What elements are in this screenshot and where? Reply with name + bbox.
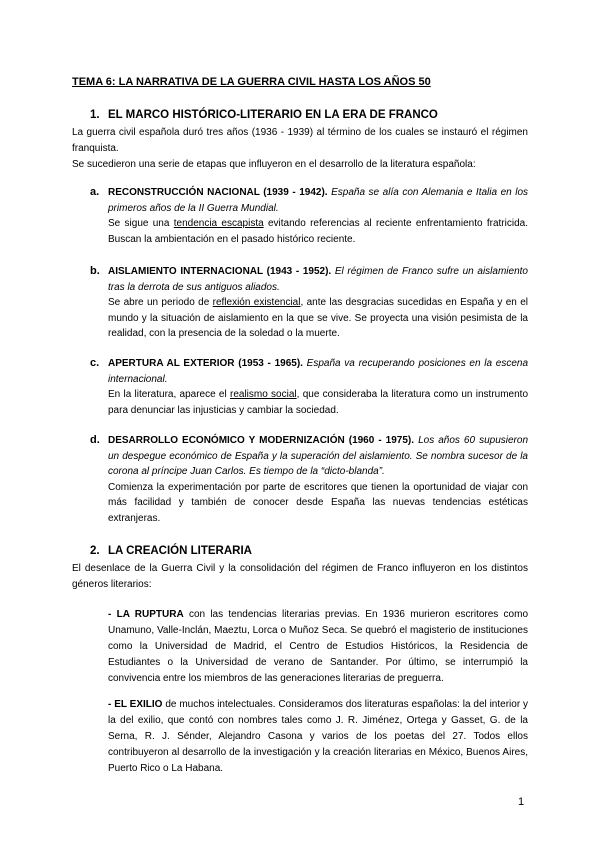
stage-d-context: Los años 60 supusieron un despegue económico de España y la superación del aislamiento. Se nombra sucesor de la corona al príncipe Juan Carlos. Es tiempo de la “dicto-blanda”. [108,435,529,478]
stage-a-heading: RECONSTRUCCIÓN NACIONAL (1939 - 1942). [108,187,328,198]
stage-d-heading: DESARROLLO ECONÓMICO Y MODERNIZACIÓN (1960 - 1975). [108,435,415,446]
stage-d-letter: d. [90,434,100,446]
page-number: 1 [518,796,525,808]
section-1-number: 1. [90,109,100,121]
point-exilio-dash: - [108,699,112,710]
point-ruptura-dash: - [108,609,112,620]
point-ruptura [108,607,528,687]
stage-b-letter: b. [90,265,100,277]
stage-b [90,264,528,342]
section-2-heading [90,545,252,557]
stage-b-post: , ante las desgracias sucedidas en España y en el mundo y la situación de aislamiento en la que se vive. Se proyecta una visión pesimista de la realidad, con la presencia de la soledad o la muerte. [108,297,528,340]
stage-d-pre: Comienza la experimentación por parte de escritores que tienen la oportunidad de viajar con más facilidad y también de conocer desde España las nuevas tendencias estéticas extranjeras. [108,481,528,524]
stage-a [90,185,528,247]
stage-b-term: reflexión existencial [212,297,301,309]
document-title: TEMA 6: LA NARRATIVA DE LA GUERRA CIVIL HASTA LOS AÑOS 50 [72,76,431,88]
point-exilio-label: EL EXILIO [114,699,163,710]
stage-a-letter: a. [90,186,100,198]
stage-c-post: , que consideraba la literatura como un instrumento para denunciar las injusticias y cambiar la sociedad. [108,389,529,416]
stage-b-context: El régimen de Franco sufre un aislamiento tras la derrota de sus antiguos aliados. [108,266,528,293]
stage-c [90,356,528,418]
stage-a-post: evitando referencias al reciente enfrentamiento fratricida. Buscan la ambientación en el pasado histórico reciente. [108,218,528,245]
point-exilio-text: de muchos intelectuales. Consideramos dos literaturas españolas: la del interior y la del exilio, que contó con nombres tales como J. R. Jiménez, Ortega y Gasset, G. de la Serna, R. J. Sénder, Alejandro Casona y varios de los poetas del 27. Todos ellos contribuyeron al desarrollo de la investigación y la creación literarias en México, Buenos Aires, Puerto Rico o La Habana. [108,699,529,774]
stage-b-pre: Se abre un periodo de [108,297,210,309]
stage-c-heading: APERTURA AL EXTERIOR (1953 - 1965). [108,358,303,369]
stage-c-letter: c. [90,357,100,369]
stage-a-pre: Se sigue una [108,218,170,230]
section-1-intro-2: Se sucedieron una serie de etapas que influyeron en el desarrollo de la literatura española: [72,159,476,170]
section-1-heading [90,109,438,121]
stage-b-heading: AISLAMIENTO INTERNACIONAL (1943 - 1952). [108,266,332,277]
stage-a-term: tendencia escapista [173,218,264,230]
section-2-intro: El desenlace de la Guerra Civil y la consolidación del régimen de Franco influyeron en los distintos géneros literarios: [72,563,528,590]
point-exilio [108,697,528,777]
section-2-number: 2. [90,545,100,557]
stage-c-context: España va recuperando posiciones en la escena internacional. [108,358,529,385]
section-1-intro-1: La guerra civil española duró tres años (1936 - 1939) al término de los cuales se instauró el régimen franquista. [72,127,528,154]
stage-c-term: realismo social [230,389,297,401]
section-1-title: EL MARCO HISTÓRICO-LITERARIO EN LA ERA DE FRANCO [108,109,438,121]
section-2-title: LA CREACIÓN LITERARIA [108,545,252,557]
point-ruptura-label: LA RUPTURA [116,609,184,620]
stage-a-context: España se alía con Alemania e Italia en los primeros años de la II Guerra Mundial. [108,187,529,214]
stage-c-pre: En la literatura, aparece el [108,389,227,401]
stage-d [90,433,528,527]
point-ruptura-text: con las tendencias literarias previas. En 1936 murieron escritores como Unamuno, Valle-Inclán, Maeztu, Lorca o Muñoz Seca. Se quebró el magisterio de instituciones como la Universidad de Madrid, el Centro de Estudios Históricos, la Residencia de Estudiantes o la Universidad de verano de Santander. Por último, se interrumpió la convivencia entre los miembros de las generaciones literarias de preguerra. [108,609,528,684]
